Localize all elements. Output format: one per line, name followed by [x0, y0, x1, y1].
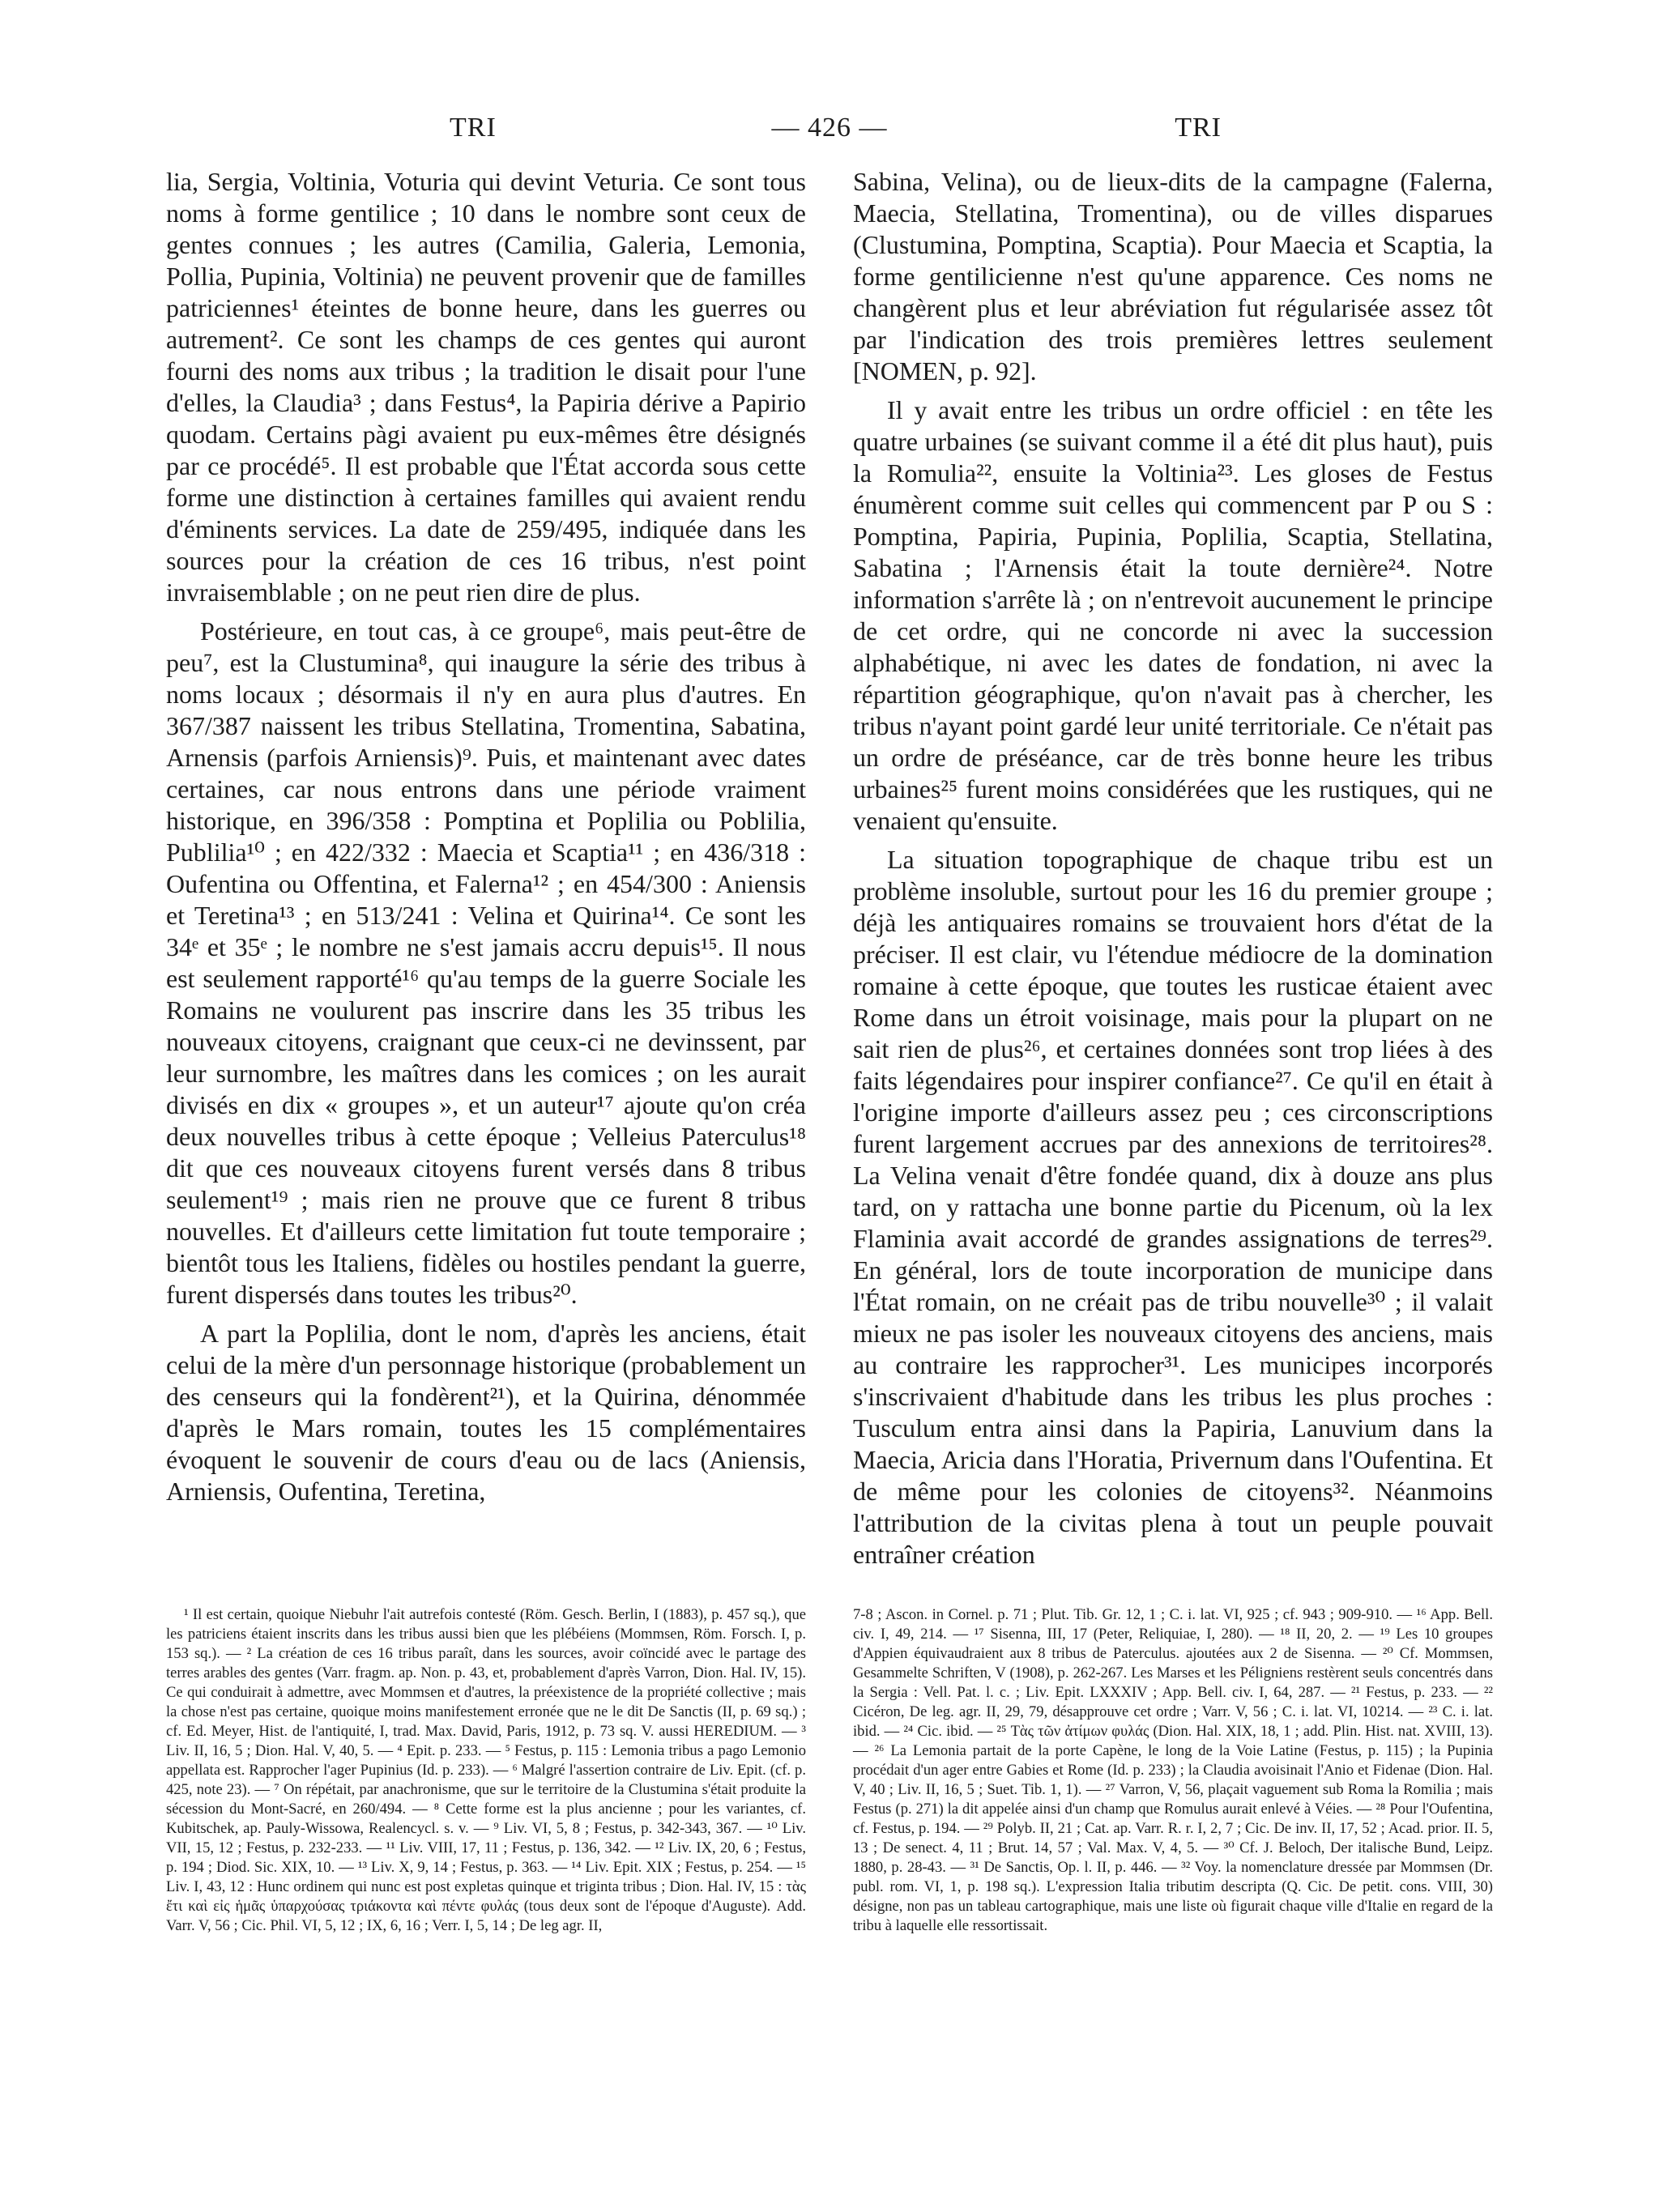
left-column	[166, 166, 806, 1515]
right-column	[853, 166, 1493, 1578]
page-number: — 426 —	[771, 113, 888, 143]
header-right-word: TRI	[1175, 113, 1222, 143]
paragraph: Il y avait entre les tribus un ordre officiel : en tête les quatre urbaines (se suivant comme il a été dit plus haut), puis la Romulia²², ensuite la Voltinia²³. Les gloses de Festus énumèrent comme suit celles qui commencent par P ou S : Pomptina, Papiria, Pupinia, Poplilia, Scaptia, Stellatina, Sabatina ; l'Arnensis était la toute dernière²⁴. Notre information s'arrête là ; on n'entrevoit aucunement le principe de cet ordre, qui ne concorde ni avec la succession alphabétique, ni avec les dates de fondation, ni avec la répartition géographique, qu'on n'avait pas à chercher, les tribus n'ayant point gardé leur unité territoriale. Ce n'était pas un ordre de préséance, car de très bonne heure les tribus urbaines²⁵ furent moins considérées que les rustiques, qui ne venaient qu'ensuite.	[853, 395, 1493, 835]
paragraph: La situation topographique de chaque tribu est un problème insoluble, surtout pour les 16 du premier groupe ; déjà les antiquaires romains se trouvaient hors d'état de la préciser. Il est clair, vu l'étendue médiocre de la domination romaine à cette époque, que toutes les rusticae étaient avec Rome dans un étroit voisinage, mais pour la plupart on ne sait rien de plus²⁶, et certaines données sont trop liées à des faits légendaires pour inspirer confiance²⁷. Ce qu'il en était à l'origine importe d'ailleurs assez peu ; ces circonscriptions furent largement accrues par des annexions de territoires²⁸. La Velina venait d'être fondée quand, dix à douze ans plus tard, on y rattacha une bonne partie du Picenum, où la lex Flaminia avait accordé de grandes assignations de terres²⁹. En général, lors de toute incorporation de municipe dans l'État romain, on ne créait pas de tribu nouvelle³⁰ ; il valait mieux ne pas isoler les nouveaux citoyens des anciens, mais au contraire les rapprocher³¹. Les municipes incorporés s'inscrivaient d'habitude dans les tribus les plus proches : Tusculum entra ainsi dans la Papiria, Lanuvium dans la Maecia, Aricia dans l'Horatia, Privernum dans l'Oufentina. Et de même pour les colonies de citoyens³². Néanmoins l'attribution de la civitas plena à tout un peuple pouvait entraîner création	[853, 845, 1493, 1569]
paragraph: Postérieure, en tout cas, à ce groupe⁶, mais peut-être de peu⁷, est la Clustumina⁸, qui inaugure la série des tribus à noms locaux ; désormais il n'y en aura plus d'autres. En 367/387 naissent les tribus Stellatina, Tromentina, Sabatina, Arnensis (parfois Arniensis)⁹. Puis, et maintenant avec dates certaines, car nous entrons dans une période vraiment historique, en 396/358 : Pomptina et Poplilia ou Poblilia, Publilia¹⁰ ; en 422/332 : Maecia et Scaptia¹¹ ; en 436/318 : Oufentina ou Offentina, et Falerna¹² ; en 454/300 : Aniensis et Teretina¹³ ; en 513/241 : Velina et Quirina¹⁴. Ce sont les 34ᵉ et 35ᵉ ; le nombre ne s'est jamais accru depuis¹⁵. Il nous est seulement rapporté¹⁶ qu'au temps de la guerre Sociale les Romains ne voulurent pas inscrire dans les 35 tribus les nouveaux citoyens, craignant que ceux-ci ne devinssent, par leur surnombre, les maîtres dans les comices ; on les aurait divisés en dix « groupes », et un auteur¹⁷ ajoute qu'on créa deux nouvelles tribus à cette époque ; Velleius Paterculus¹⁸ dit que ces nouveaux citoyens furent versés dans 8 tribus seulement¹⁹ ; mais rien ne prouve que ce furent 8 tribus nouvelles. Et d'ailleurs cette limitation fut toute temporaire ; bientôt tous les Italiens, fidèles ou hostiles pendant la guerre, furent dispersés dans toutes les tribus²⁰.	[166, 616, 806, 1309]
paragraph: Sabina, Velina), ou de lieux-dits de la campagne (Falerna, Maecia, Stellatina, Tromentina), ou de villes disparues (Clustumina, Pomptina, Scaptia). Pour Maecia et Scaptia, la forme gentilicienne n'est qu'une apparence. Ces noms ne changèrent plus et leur abréviation fut régularisée assez tôt par l'indication des trois premières lettres seulement [NOMEN, p. 92].	[853, 167, 1493, 386]
paragraph: A part la Poplilia, dont le nom, d'après les anciens, était celui de la mère d'un personnage historique (probablement un des censeurs qui la fondèrent²¹), et la Quirina, dénommée d'après le Mars romain, toutes les 15 complémentaires évoquent le souvenir de cours d'eau ou de lacs (Aniensis, Arniensis, Oufentina, Teretina,	[166, 1319, 806, 1506]
footnotes-right	[853, 1605, 1493, 1936]
paragraph: lia, Sergia, Voltinia, Voturia qui devint Veturia. Ce sont tous noms à forme gentilice ; 10 dans le nombre sont ceux de gentes connues ; les autres (Camilia, Galeria, Lemonia, Pollia, Pupinia, Voltinia) ne peuvent provenir que de familles patriciennes¹ éteintes de bonne heure, dans les guerres ou autrement². Ce sont les champs de ces gentes qui auront fourni des noms aux tribus ; la tradition le disait pour l'une d'elles, la Claudia³ ; dans Festus⁴, la Papiria dérive a Papirio quodam. Certains pàgi avaient pu eux-mêmes être désignés par ce procédé⁵. Il est probable que l'État accorda sous cette forme une distinction à certaines familles qui avaient rendu d'éminents services. La date de 259/495, indiquée dans les sources pour la création de ces 16 tribus, n'est point invraisemblable ; on ne peut rien dire de plus.	[166, 167, 806, 607]
running-header	[166, 112, 1493, 160]
footnote-block: 7-8 ; Ascon. in Cornel. p. 71 ; Plut. Tib. Gr. 12, 1 ; C. i. lat. VI, 925 ; cf. 943 ; 909-910. — ¹⁶ App. Bell. civ. I, 49, 214. — ¹⁷ Sisenna, III, 17 (Peter, Reliquiae, I, 280). — ¹⁸ II, 20, 2. — ¹⁹ Les 10 groupes d'Appien équivaudraient aux 8 tribus de Paterculus. ajoutées aux 2 de Sisenna. — ²⁰ Cf. Mommsen, Gesammelte Schriften, V (1908), p. 262-267. Les Marses et les Péligniens restèrent seuls concentrés dans la Sergia : Vell. Pat. l. c. ; Liv. Epit. LXXXIV ; App. Bell. civ. I, 64, 287. — ²¹ Festus, p. 233. — ²² Cicéron, De leg. agr. II, 29, 79, désapprouve cet ordre ; Varr. V, 56 ; C. i. lat. VI, 10214. — ²³ C. i. lat. ibid. — ²⁴ Cic. ibid. — ²⁵ Τὰς τῶν ἀτίμων φυλάς (Dion. Hal. XIX, 18, 1 ; add. Plin. Hist. nat. XVIII, 13). — ²⁶ La Lemonia partait de la porte Capène, le long de la Voie Latine (Festus, p. 115) ; la Pupinia procédait d'un ager entre Gabies et Rome (Id. p. 233) ; la Claudia avoisinait l'Anio et Fidenae (Dion. Hal. V, 40 ; Liv. II, 16, 5 ; Suet. Tib. 1, 1). — ²⁷ Varron, V, 56, plaçait vaguement sub Roma la Romilia ; mais Festus (p. 271) la dit appelée ainsi d'un champ que Romulus aurait enlevé à Véies. — ²⁸ Pour l'Oufentina, cf. Festus, p. 194. — ²⁹ Polyb. II, 21 ; Cat. ap. Varr. R. r. I, 2, 7 ; Cic. De inv. II, 17, 52 ; Acad. prior. II. 5, 13 ; De senect. 4, 11 ; Brut. 14, 57 ; Val. Max. V, 4, 5. — ³⁰ Cf. J. Beloch, Der italische Bund, Leipz. 1880, p. 28-43. — ³¹ De Sanctis, Op. l. II, p. 446. — ³² Voy. la nomenclature dressée par Mommsen (Dr. publ. rom. VI, 1, p. 198 sq.). L'expression Italia tributim descripta (Q. Cic. De petit. cons. VIII, 30) désigne, non pas un tableau cartographique, mais une liste où figurait chaque ville d'Italie en regard de la tribu à laquelle elle ressortissait.	[853, 1606, 1493, 1934]
header-left-word: TRI	[450, 113, 497, 143]
footnote-block: ¹ Il est certain, quoique Niebuhr l'ait autrefois contesté (Röm. Gesch. Berlin, I (1883), p. 457 sq.), que les patriciens étaient inscrits dans les tribus aussi bien que les plébéiens (Mommsen, Röm. Forsch. I, p. 153 sq.). — ² La création de ces 16 tribus paraît, dans les sources, avoir coïncidé avec le partage des terres arables des gentes (Varr. fragm. ap. Non. p. 43, et, probablement d'après Varron, Dion. Hal. IV, 15). Ce qui conduirait à admettre, avec Mommsen et d'autres, la préexistence de la propriété collective ; mais la chose n'est pas certaine, quoique moins manifestement erronée que ne le dit De Sanctis (II, p. 69 sq.) ; cf. Ed. Meyer, Hist. de l'antiquité, I, trad. Max. David, Paris, 1912, p. 73 sq. V. aussi HEREDIUM. — ³ Liv. II, 16, 5 ; Dion. Hal. V, 40, 5. — ⁴ Epit. p. 233. — ⁵ Festus, p. 115 : Lemonia tribus a pago Lemonio appellata est. Rapprocher l'ager Pupinius (Id. p. 233). — ⁶ Malgré l'assertion contraire de Liv. Epit. (cf. p. 425, note 23). — ⁷ On répétait, par anachronisme, que sur le territoire de la Clustumina s'était produite la sécession du Mont-Sacré, en 260/494. — ⁸ Cette forme est la plus ancienne ; pour les variantes, cf. Kubitschek, ap. Pauly-Wissowa, Realencycl. s. v. — ⁹ Liv. VI, 5, 8 ; Festus, p. 342-343, 367. — ¹⁰ Liv. VII, 15, 12 ; Festus, p. 232-233. — ¹¹ Liv. VIII, 17, 11 ; Festus, p. 136, 342. — ¹² Liv. IX, 20, 6 ; Festus, p. 194 ; Diod. Sic. XIX, 10. — ¹³ Liv. X, 9, 14 ; Festus, p. 363. — ¹⁴ Liv. Epit. XIX ; Festus, p. 254. — ¹⁵ Liv. I, 43, 12 : Hunc ordinem qui nunc est post expletas quinque et triginta tribus ; Dion. Hal. IV, 15 : τὰς ἔτι καὶ εἰς ἡμᾶς ὑπαρχούσας τριάκοντα καὶ πέντε φυλάς (tous deux sont de l'époque d'Auguste). Add. Varr. V, 56 ; Cic. Phil. VI, 5, 12 ; IX, 6, 16 ; Verr. I, 5, 14 ; De leg agr. II,	[166, 1606, 806, 1934]
footnotes-left	[166, 1605, 806, 1936]
